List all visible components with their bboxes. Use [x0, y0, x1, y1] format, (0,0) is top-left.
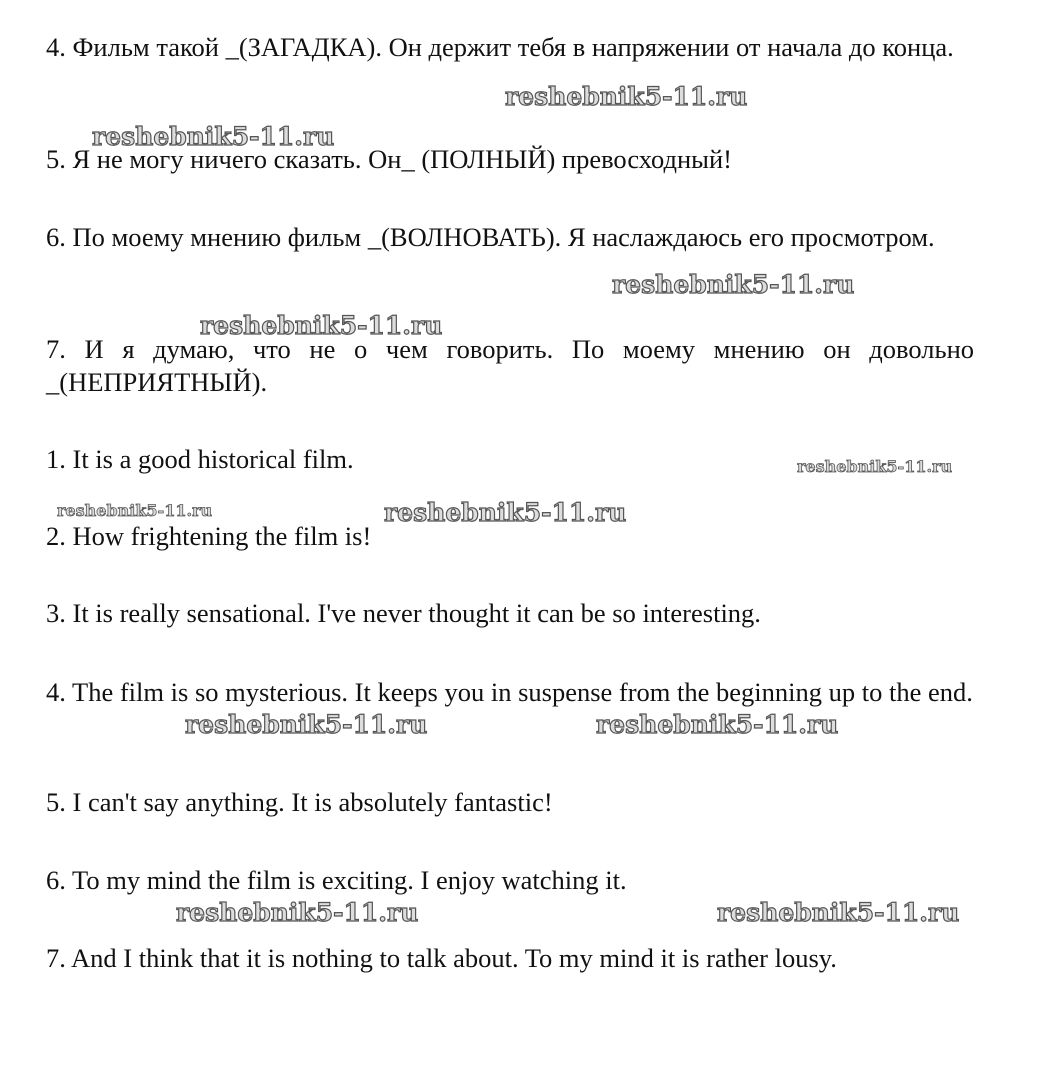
watermark: reshebnik5-11.ru: [57, 501, 213, 520]
watermark: reshebnik5-11.ru: [176, 898, 419, 927]
watermark: reshebnik5-11.ru: [384, 498, 627, 527]
ru-item-7: [46, 333, 974, 399]
en-item-number: 5.: [46, 787, 66, 817]
watermark: reshebnik5-11.ru: [717, 898, 960, 927]
ru-item-number: 4.: [46, 32, 66, 62]
en-item-6: [46, 864, 974, 897]
en-item-5: [46, 786, 974, 819]
en-item-number: 3.: [46, 598, 66, 628]
ru-item-text: Я не могу ничего сказать. Он_ (ПОЛНЫЙ) превосходный!: [72, 144, 732, 174]
ru-item-number: 5.: [46, 144, 66, 174]
watermark: reshebnik5-11.ru: [612, 270, 855, 299]
en-item-text: It is a good historical film.: [72, 444, 354, 474]
en-item-number: 1.: [46, 444, 66, 474]
watermark: reshebnik5-11.ru: [92, 122, 335, 151]
watermark: reshebnik5-11.ru: [185, 710, 428, 739]
en-item-4: [46, 676, 974, 709]
en-item-text: To my mind the film is exciting. I enjoy watching it.: [72, 865, 627, 895]
ru-item-6: [46, 221, 974, 254]
en-item-text: How frightening the film is!: [72, 521, 372, 551]
watermark: reshebnik5-11.ru: [200, 311, 443, 340]
watermark: reshebnik5-11.ru: [505, 82, 748, 111]
en-item-text: It is really sensational. I've never thought it can be so interesting.: [72, 598, 761, 628]
ru-item-text: По моему мнению фильм _(ВОЛНОВАТЬ). Я наслаждаюсь его просмотром.: [72, 222, 935, 252]
en-item-number: 6.: [46, 865, 66, 895]
en-item-text: I can't say anything. It is absolutely fantastic!: [72, 787, 553, 817]
ru-item-4: [46, 31, 974, 64]
en-item-3: [46, 597, 974, 630]
ru-item-number: 6.: [46, 222, 66, 252]
en-item-text: And I think that it is nothing to talk about. To my mind it is rather lousy.: [71, 943, 837, 973]
watermark: reshebnik5-11.ru: [797, 457, 953, 476]
ru-item-number: 7.: [46, 334, 66, 364]
en-item-7: [46, 942, 974, 975]
ru-item-text: И я думаю, что не о чем говорить. По моему мнению он довольно _(НЕПРИЯТНЫЙ).: [46, 334, 974, 397]
ru-item-text: Фильм такой _(ЗАГАДКА). Он держит тебя в напряжении от начала до конца.: [72, 32, 954, 62]
en-item-number: 7.: [46, 943, 66, 973]
en-item-text: The film is so mysterious. It keeps you in suspense from the beginning up to the end.: [72, 677, 973, 707]
en-item-number: 2.: [46, 521, 66, 551]
en-item-number: 4.: [46, 677, 66, 707]
watermark: reshebnik5-11.ru: [596, 710, 839, 739]
